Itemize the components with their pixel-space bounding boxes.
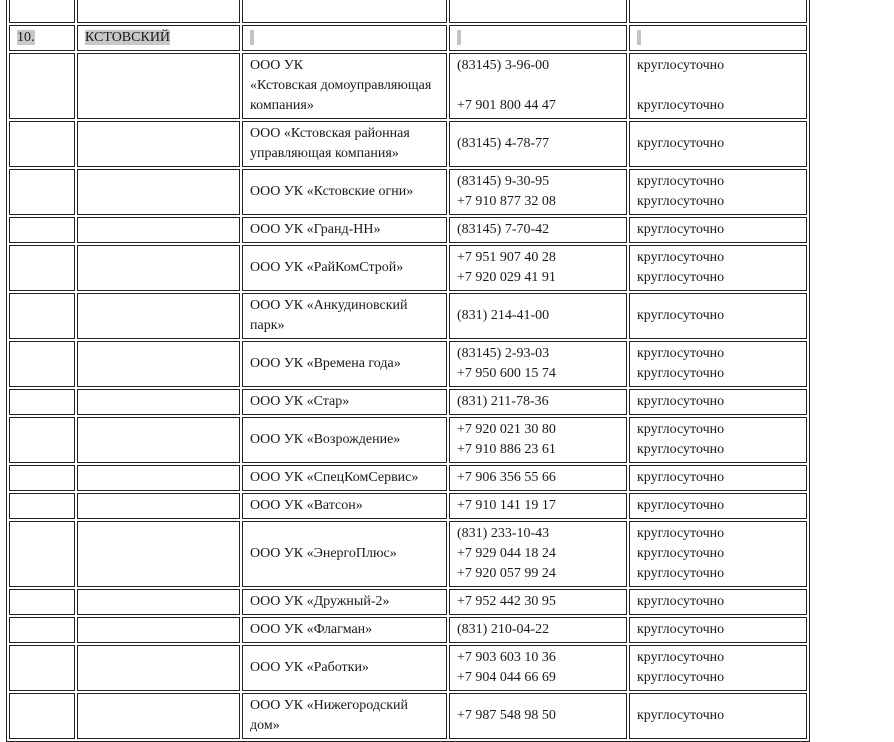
phone-cell (449, 417, 627, 463)
number-cell (9, 389, 75, 415)
number-cell (9, 589, 75, 615)
district-cell (77, 341, 240, 387)
table-row (9, 521, 807, 587)
organization-cell (242, 341, 447, 387)
number-cell (9, 617, 75, 643)
table-row (9, 245, 807, 291)
working-hours: круглосуточно (637, 442, 725, 457)
working-hours: круглосуточно (637, 650, 725, 665)
district-number: 10. (17, 30, 35, 45)
phone-cell (449, 493, 627, 519)
table-row (9, 293, 807, 339)
organization-cell (242, 169, 447, 215)
phone-number: +7 952 442 30 95 (457, 594, 556, 609)
organization-name: ООО УК «Флагман» (250, 622, 373, 637)
organization-cell (242, 521, 447, 587)
organization-cell (242, 245, 447, 291)
organization-name: ООО УК «Стар» (250, 394, 350, 409)
number-cell (9, 493, 75, 519)
table-row (9, 121, 807, 167)
number-cell (9, 341, 75, 387)
phone-cell (449, 245, 627, 291)
working-hours: круглосуточно (637, 222, 725, 237)
hours-cell (629, 465, 807, 491)
number-cell (9, 53, 75, 119)
table-row (9, 341, 807, 387)
working-hours: круглосуточно (637, 98, 725, 113)
district-cell (77, 521, 240, 587)
organization-name: ООО УК «Гранд-НН» (250, 222, 381, 237)
phone-number: +7 951 907 40 28 (457, 250, 556, 265)
working-hours: круглосуточно (637, 622, 725, 637)
organization-name: ООО УК «Анкудиновский (250, 298, 408, 313)
table-row (9, 645, 807, 691)
organization-cell (242, 217, 447, 243)
working-hours: круглосуточно (637, 308, 725, 323)
table-row (9, 493, 807, 519)
district-number-cell (9, 25, 75, 51)
number-cell (9, 245, 75, 291)
district-cell (77, 245, 240, 291)
hours-cell (629, 693, 807, 739)
organization-cell (242, 417, 447, 463)
working-hours: круглосуточно (637, 136, 725, 151)
phone-number: (83145) 7-70-42 (457, 222, 550, 237)
hours-cell (629, 617, 807, 643)
phone-cell (449, 521, 627, 587)
phone-number: (83145) 2-93-03 (457, 346, 550, 361)
hours-cell (629, 341, 807, 387)
hours-cell (629, 417, 807, 463)
hours-cell (629, 169, 807, 215)
working-hours: круглосуточно (637, 566, 725, 581)
phone-number: (83145) 3-96-00 (457, 58, 550, 73)
table-row (9, 417, 807, 463)
organization-name: ООО УК «Кстовские огни» (250, 184, 414, 199)
organization-cell (242, 121, 447, 167)
district-cell (77, 293, 240, 339)
organization-name: дом» (250, 718, 280, 733)
table-row (9, 465, 807, 491)
table-row (9, 589, 807, 615)
working-hours: круглосуточно (637, 346, 725, 361)
organization-name: ООО УК «Нижегородский (250, 698, 408, 713)
table-row (9, 217, 807, 243)
working-hours: круглосуточно (637, 708, 725, 723)
district-hours-cell (629, 25, 807, 51)
organization-cell (242, 645, 447, 691)
phone-cell (449, 217, 627, 243)
phone-cell (449, 389, 627, 415)
phone-number: +7 929 044 18 24 (457, 546, 556, 561)
district-phone-cell (449, 25, 627, 51)
table-row-previous (9, 0, 807, 23)
table-row (9, 389, 807, 415)
phone-number: +7 920 029 41 91 (457, 270, 556, 285)
organization-name: ООО УК «Ватсон» (250, 498, 363, 513)
hours-cell (629, 293, 807, 339)
phone-number: +7 920 021 30 80 (457, 422, 556, 437)
organization-cell (242, 617, 447, 643)
number-cell (9, 217, 75, 243)
phone-cell (449, 169, 627, 215)
hours-cell (629, 645, 807, 691)
phone-cell (449, 465, 627, 491)
phone-number: +7 950 600 15 74 (457, 366, 556, 381)
organization-name: ООО УК «РайКомСтрой» (250, 260, 404, 275)
hours-cell (629, 389, 807, 415)
phone-number: (83145) 4-78-77 (457, 136, 550, 151)
phone-cell (449, 693, 627, 739)
district-cell (77, 389, 240, 415)
hours-cell (629, 121, 807, 167)
organization-name: ООО УК «Возрождение» (250, 432, 401, 447)
organization-cell (242, 693, 447, 739)
organization-cell (242, 589, 447, 615)
working-hours: круглосуточно (637, 394, 725, 409)
working-hours: круглосуточно (637, 270, 725, 285)
organization-cell (242, 293, 447, 339)
organization-name: компания» (250, 98, 314, 113)
number-cell (9, 169, 75, 215)
number-cell (9, 693, 75, 739)
organization-cell (242, 389, 447, 415)
cell-empty (77, 0, 240, 23)
organization-name: парк» (250, 318, 285, 333)
phone-number: +7 910 877 32 08 (457, 194, 556, 209)
phone-number: (831) 233-10-43 (457, 526, 550, 541)
organization-name: ООО УК «Времена года» (250, 356, 401, 371)
district-cell (77, 493, 240, 519)
hours-cell (629, 589, 807, 615)
cell-empty (242, 0, 447, 23)
district-cell (77, 217, 240, 243)
phone-number: +7 901 800 44 47 (457, 98, 556, 113)
phone-number: (831) 214-41-00 (457, 308, 550, 323)
organization-name: ООО УК «СпецКомСервис» (250, 470, 419, 485)
working-hours: круглосуточно (637, 422, 725, 437)
district-cell (77, 693, 240, 739)
district-cell (77, 121, 240, 167)
organization-name: ООО УК «Дружный-2» (250, 594, 390, 609)
working-hours: круглосуточно (637, 174, 725, 189)
district-cell (77, 53, 240, 119)
organization-name: управляющая компания» (250, 146, 399, 161)
district-cell (77, 417, 240, 463)
phone-cell (449, 341, 627, 387)
document-page (6, 0, 810, 742)
number-cell (9, 645, 75, 691)
number-cell (9, 465, 75, 491)
district-cell (77, 465, 240, 491)
cell-empty (9, 0, 75, 23)
working-hours: круглосуточно (637, 250, 725, 265)
organization-name: ООО УК (250, 58, 304, 73)
cell-empty (449, 0, 627, 23)
hours-cell (629, 53, 807, 119)
working-hours: круглосуточно (637, 498, 725, 513)
cell-empty (629, 0, 807, 23)
working-hours: круглосуточно (637, 546, 725, 561)
number-cell (9, 417, 75, 463)
phone-cell (449, 589, 627, 615)
phone-number: (83145) 9-30-95 (457, 174, 550, 189)
organization-name: ООО УК «ЭнергоПлюс» (250, 546, 397, 561)
organization-name: «Кстовская домоуправляющая (250, 78, 432, 93)
working-hours: круглосуточно (637, 366, 725, 381)
table-row (9, 617, 807, 643)
hours-cell (629, 245, 807, 291)
hours-cell (629, 217, 807, 243)
hours-cell (629, 521, 807, 587)
district-cell (77, 589, 240, 615)
working-hours (637, 76, 799, 96)
hours-cell (629, 493, 807, 519)
phone-number: (831) 211-78-36 (457, 394, 549, 409)
phone-cell (449, 645, 627, 691)
phone-number: +7 987 548 98 50 (457, 708, 556, 723)
working-hours: круглосуточно (637, 58, 725, 73)
phone-number: +7 910 886 23 61 (457, 442, 556, 457)
organization-name: ООО УК «Работки» (250, 660, 369, 675)
district-cell (77, 645, 240, 691)
working-hours: круглосуточно (637, 670, 725, 685)
phone-number: +7 920 057 99 24 (457, 566, 556, 581)
table-row (9, 53, 807, 119)
working-hours: круглосуточно (637, 470, 725, 485)
number-cell (9, 121, 75, 167)
organization-cell (242, 465, 447, 491)
district-cell (77, 617, 240, 643)
phone-cell (449, 121, 627, 167)
number-cell (9, 293, 75, 339)
district-header-row (9, 25, 807, 51)
text-cursor-marker (250, 30, 254, 45)
district-name-cell (77, 25, 240, 51)
phone-number: +7 910 141 19 17 (457, 498, 556, 513)
phone-cell (449, 617, 627, 643)
management-companies-table (6, 0, 810, 742)
organization-cell (242, 493, 447, 519)
phone-number: +7 903 603 10 36 (457, 650, 556, 665)
working-hours: круглосуточно (637, 194, 725, 209)
phone-number: (831) 210-04-22 (457, 622, 550, 637)
number-cell (9, 521, 75, 587)
organization-cell (242, 53, 447, 119)
phone-number (457, 76, 619, 96)
district-name: КСТОВСКИЙ (85, 30, 171, 45)
phone-number: +7 906 356 55 66 (457, 470, 556, 485)
text-cursor-marker (457, 30, 461, 45)
organization-name: ООО «Кстовская районная (250, 126, 410, 141)
text-cursor-marker (637, 30, 641, 45)
district-org-cell (242, 25, 447, 51)
phone-cell (449, 293, 627, 339)
phone-number: +7 904 044 66 69 (457, 670, 556, 685)
phone-cell (449, 53, 627, 119)
district-cell (77, 169, 240, 215)
working-hours: круглосуточно (637, 526, 725, 541)
table-row (9, 169, 807, 215)
working-hours: круглосуточно (637, 594, 725, 609)
table-row (9, 693, 807, 739)
